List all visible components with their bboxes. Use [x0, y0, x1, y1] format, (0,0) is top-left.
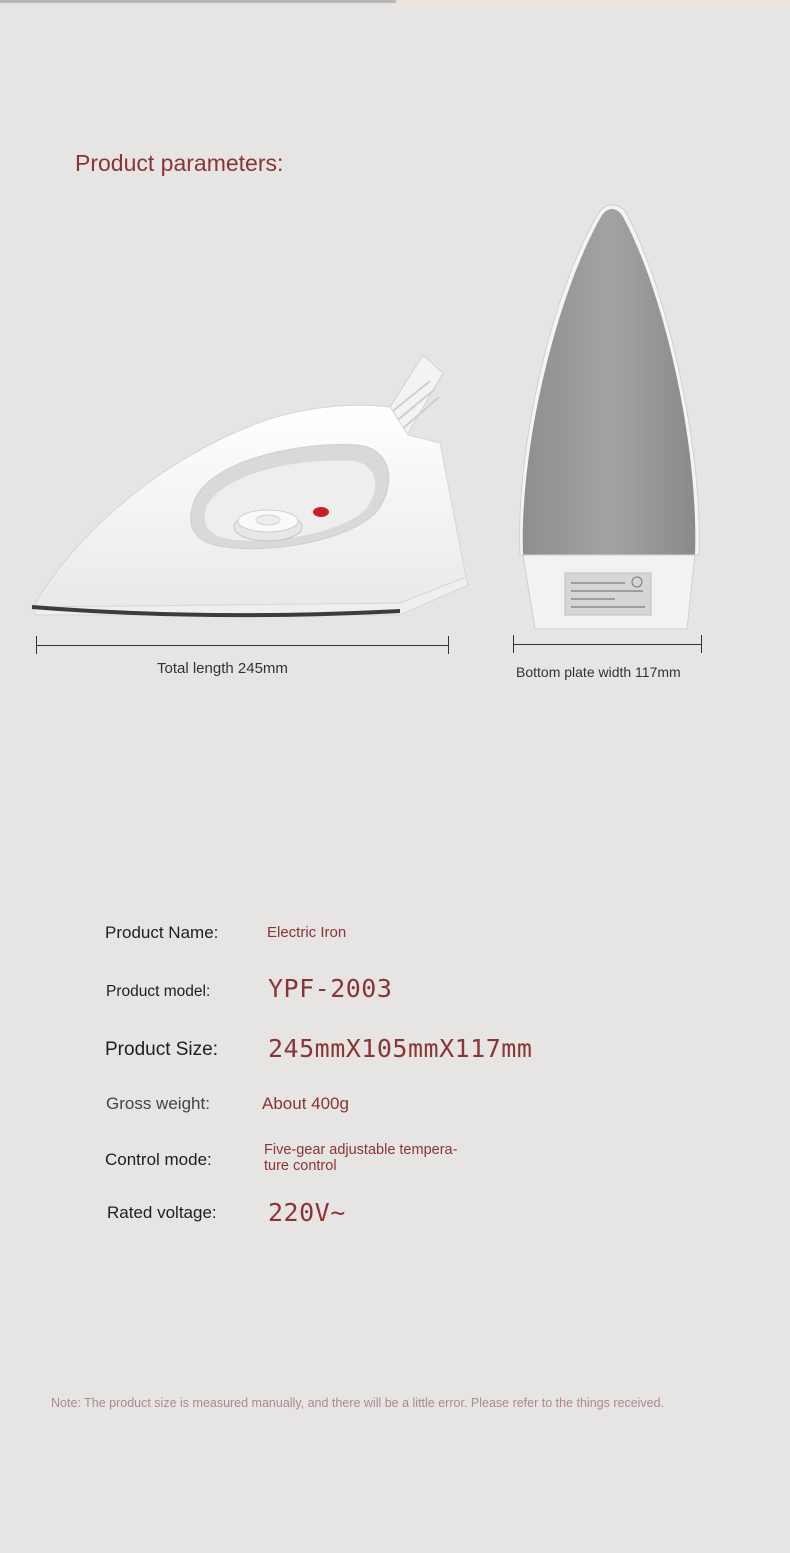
rated-voltage-label: Rated voltage:	[107, 1203, 217, 1222]
measurement-note: Note: The product size is measured manually, and there will be a little error. Please refer to the things received.	[51, 1396, 665, 1410]
temperature-dial	[234, 510, 302, 541]
product-model-value: YPF-2003	[268, 974, 393, 1003]
rated-voltage-value: 220V~	[268, 1198, 346, 1227]
iron-bottom-view-image	[515, 203, 705, 633]
length-caption: Total length 245mm	[157, 660, 288, 677]
iron-side-view-image	[28, 345, 473, 630]
width-dimension-tick-left	[513, 635, 514, 653]
gross-weight-label: Gross weight:	[106, 1094, 210, 1113]
top-border-left	[0, 0, 396, 3]
gross-weight-value: About 400g	[262, 1094, 349, 1113]
product-size-label: Product Size:	[105, 1039, 218, 1060]
product-size-value: 245mmX105mmX117mm	[268, 1034, 533, 1063]
width-dimension-tick-right	[701, 635, 702, 653]
width-caption: Bottom plate width 117mm	[516, 664, 681, 680]
product-name-value: Electric Iron	[267, 924, 347, 941]
control-mode-label: Control mode:	[105, 1150, 212, 1169]
product-model-label: Product model:	[106, 983, 211, 1000]
product-name-label: Product Name:	[105, 923, 219, 942]
page-title: Product parameters:	[75, 150, 284, 176]
rating-label-sticker	[565, 573, 651, 615]
control-mode-value: Five-gear adjustable tempera-ture control	[264, 1142, 458, 1174]
length-dimension-tick-left	[36, 636, 37, 654]
length-dimension-line	[36, 645, 449, 646]
width-dimension-line	[513, 644, 702, 645]
top-border-right	[396, 0, 790, 3]
indicator-light	[313, 507, 329, 517]
length-dimension-tick-right	[448, 636, 449, 654]
